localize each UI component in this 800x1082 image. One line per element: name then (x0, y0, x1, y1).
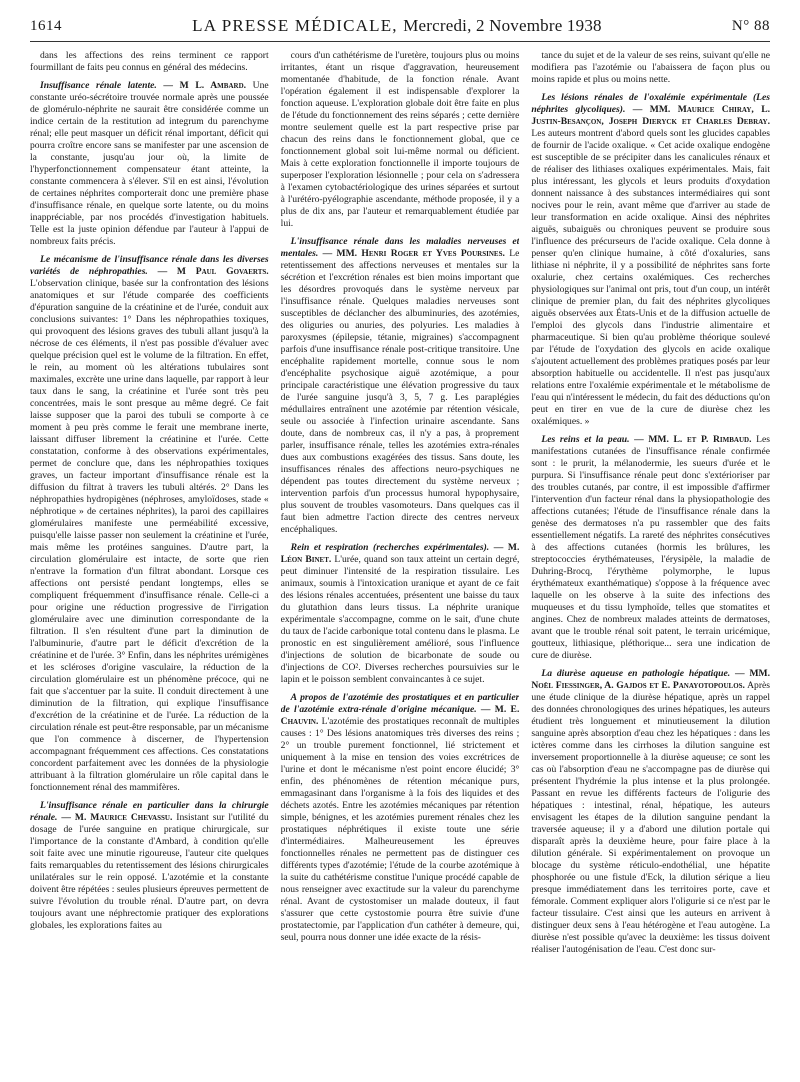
section-paragraph (30, 254, 269, 794)
section-paragraph (531, 92, 770, 428)
section-heading: Les lésions rénales de l'oxalémie expérimentale (Les néphrites glycoliques). (531, 92, 771, 115)
section-heading: Les reins et la peau. (541, 434, 630, 445)
section-paragraph (30, 80, 269, 248)
section-authors: — MM. Noël Fiessinger, A. Gajdos et E. Panayotopoulos. (531, 668, 771, 691)
section-diurese-hepatique (531, 668, 770, 956)
section-authors: — M. Léon Binet. (280, 542, 520, 565)
page-header (30, 12, 770, 40)
section-text: tance du sujet et de la valeur de ses reins, suivant qu'elle ne modifiera pas l'azotémie ou l'abaissera de façon plus ou moins rapide et plus ou moins nette. (531, 50, 771, 85)
section-paragraph (531, 668, 770, 956)
section-paragraph (281, 542, 520, 686)
section-continuation (281, 50, 520, 230)
section-text: Les manifestations cutanées de l'insuffisance rénale confirmée sont : le prurit, la mélanodermie, les sueurs d'urée et le purpura. Si l'insuffisance rénale peut donc s'extérioriser par des troubles cutanés, par contre, il est impossible d'affirmer l'intervention d'un facteur rénal dans la physiopathologie des affections cutanées; l'étude de l'insuffisance rénale dans la genèse des dermatoses n'a pu rassembler que des faits essentiellement négatifs. La rareté des néphrites consécutives à des affections cutanées (hormis les brûlures, les streptococcies érythémateuses, l'érysipèle, la maladie de Duhring-Brocq, l'érythème polymorphe, le lupus érythémateux exanthématique) s'oppose à la fréquence avec laquelle on les observe à la suite des infections des muqueuses et du tissu lymphoïde, telles que stomatites et angines. Chez de nombreux malades atteints de dermatoses, avant que le trouble rénal soit patent, le terrain uricémique, goutteux, lithiasique, pléthorique... sera une indication de cure de diurèse. (531, 434, 771, 661)
section-text: Insistant sur l'utilité du dosage de l'urée sanguine en pratique chirurgicale, sur l'importance de la constante d'Ambard, à condition qu'elle soit faite avec une minutie rigoureuse, l'auteur cite quelques faits remarquables du retentissement des lésions chirurgicales unilatérales sur le rein opposé. L'azotémie et la constante doivent être répétées : seules plusieurs épreuves permettent de suivre l'évolution du trouble rénal. D'autre part, on devra toujours avant une néphrectomie pratiquer des explorations globales, les explorations faites au (30, 812, 269, 931)
section-text: L'azotémie des prostatiques reconnaît de multiples causes : 1° Des lésions anatomiques très diverses des reins ; 2° un trouble purement fonctionnel, lié strictement et uniquement à la mise en tension des voies excrétrices de l'urine et dont le mécanisme n'est point encore élucidé; 3° enfin, des phénomènes de rétention mécanique purs, emmagasinant dans l'organisme à la fois des liquides et des déchets azotés. Entre les azotémies mécaniques par rétention simple, bénignes, et les azotémies purement rénales chez les prostatiques néphrétiques il existe toute une série d'intermédiaires. Malheureusement les épreuves fonctionnelles rénales ne permettent pas de distinguer ces différents types d'azotémie; l'étude de la courbe azotémique à la suite du cathétérisme constitue l'unique procédé capable de nous renseigner avec exactitude sur la valeur du parenchyme rénal. Avant de cystostomiser un malade douteux, il faut s'assurer que cette cystostomie pourra être suivie d'une prostatectomie, par l'application d'un cathéter à demeure, qui, seul, pourra nous donner une idée exacte de la résis- (280, 716, 520, 943)
section-paragraph (281, 236, 520, 536)
section-continuation (531, 50, 770, 86)
section-mecanisme (30, 254, 269, 794)
section-authors: — M L. Ambard. (163, 80, 247, 91)
section-paragraph (281, 692, 520, 944)
section-heading: L'insuffisance rénale dans les maladies nerveuses et mentales. (280, 236, 520, 259)
header-rule (30, 41, 770, 42)
section-insuffisance-latente (30, 80, 269, 248)
section-text: dans les affections des reins terminent ce rapport fourmillant de faits peu connus en général des médecins. (30, 50, 269, 73)
section-text: L'urée, quand son taux atteint un certain degré, peut diminuer l'intensité de la respiration tissulaire. Les animaux, soumis à l'intoxication uranique et ayant de ce fait des lésions rénales accentuées, présentent une baisse du taux du glutathion dans leurs tissus. La néphrite uranique expérimentale s'accompagne, comme on le sait, d'une chute du taux de l'acide carbonique total contenu dans le plasma. Le pronostic en est singulièrement amélioré, sous l'influence d'injections de solution de bicarbonate de soude ou d'injections de CO². Diverses recherches poursuivies sur le lapin et le poisson semblent convaincantes à ce sujet. (280, 554, 520, 685)
section-heading: La diurèse aqueuse en pathologie hépatique. (541, 668, 731, 679)
section-oxalemie (531, 92, 770, 428)
section-text: Les auteurs montrent d'abord quels sont les glucides capables de fournir de l'acide oxalique. « Cet acide oxalique endogène est susceptible de se précipiter dans les canalicules rénaux et de réaliser des lithiases oxaliques expérimentales. Mais, fait plus intéressant, les glycols et leurs produits d'oxydation donnent naissance à des substances intermédiaires qui sont nocives pour le rein, avant même que d'arriver au stade de leur transformation en acide oxalique. Ainsi des néphrites aiguës, subaiguës ou chroniques peuvent se produire sous l'influence des précurseurs de l'acide oxalique. Cela donne à penser qu'en clinique humaine, à côté d'oxaluries, sans lithiase ni néphrite, il y a possibilité de néphrites sans forte oxalurie, chez certains oxalémiques. Ces recherches physiologiques sur l'animal ont pris, tout d'un coup, un intérêt clinique de premier plan, du fait des néphrites glycoliques aiguës observées aux États-Unis et de la diffusion actuelle de l'emploi des glycols dans l'industrie alimentaire et pharmaceutique. Si bien qu'au problème théorique soulevé par l'étude de l'oxydation des glycols en acide oxalique s'ajoutent actuellement des problèmes pratiques posés par leur absorption habituelle ou accidentelle. Il n'est pas jusqu'aux relations entre l'oxalémie expérimentale et le métabolisme de l'eau qui n'intéressent le médecin, du fait des déductions qu'on peut en tirer en vue de la cure de diurèse chez les oxalémiques. » (531, 128, 771, 427)
section-heading: Insuffisance rénale latente. (40, 80, 157, 91)
section-text: Le retentissement des affections nerveuses et mentales sur la sécrétion et l'excrétion rénales est bien moins important que les désordres provoqués dans le système nerveux par l'insuffisance rénale. Quelques maladies nerveuses sont susceptibles de déclancher des albuminuries, des azotémies, des oliguries ou anuries, des polyuries. Les maladies à paroxysmes (épilepsie, tétanie, migraines) s'accompagnent parfois d'une insuffisance rénale post-critique transitoire. Une encéphalite rapidement mortelle, connue sous le nom d'encéphalite psychosique aiguë azotémique, a pour principale caractéristique une élévation progressive du taux de l'urée sanguine jusqu'à 3, 5, 7 g. Les paraplégies médullaires entraînent une azotémie par rétention vésicale, seule ou associée à l'infection urinaire ascendante. Sans doute, dans de nombreux cas, il n'y a pas, à proprement parler, insuffisance rénale, telles les azotémies extra-rénales dues aux combustions exagérées des tissus. Sans doute, les insuffisances rénales des affections neuro-psychiques ne dépendent pas toutes directement du système nerveux ; intervention parfois d'un processus humoral hypophysaire, plus souvent de troubles vasomoteurs. Dans quelques cas il faut bien admettre l'action directe des centres nerveux encéphaliques. (280, 248, 520, 535)
section-heading: A propos de l'azotémie des prostatiques et en particulier de l'azotémie extra-rénale d'origine mécanique. (280, 692, 520, 715)
page-number: 1614 (30, 17, 62, 34)
section-heading: Rein et respiration (recherches expérimentales). (290, 542, 490, 553)
section-reins-peau (531, 434, 770, 662)
section-heading: L'insuffisance rénale en particulier dans la chirurgie rénale. (30, 800, 269, 823)
journal-title-line (192, 16, 602, 36)
section-authors: — MM. L. et P. Rimbaud. (634, 434, 752, 445)
issue-date: Mercredi, 2 Novembre 1938 (403, 16, 602, 35)
section-authors: — MM. Maurice Chiray, L. Justin-Besançon, Joseph Dieryck et Charles Debray. (531, 104, 771, 127)
section-maladies-nerveuses (281, 236, 520, 536)
section-paragraph (30, 800, 269, 932)
article-columns (30, 50, 770, 1072)
journal-name: LA PRESSE MÉDICALE, (192, 16, 398, 35)
section-rein-respiration (281, 542, 520, 686)
section-text: Après une étude clinique de la diurèse hépatique, après un rappel des données chronologiques des urines hépatiques, les auteurs étudient très longuement et minutieusement la dilution sanguine après absorption d'eau chez les hépatiques : dans les ictères comme dans les cirrhoses la dilution sanguine est inversement proportionnelle à la diurèse aqueuse; ce sont les cas où l'absorption d'eau ne s'accompagne pas de diurèse qui présentent l'hydrémie la plus intense et la plus prolongée. Passant en revue les différents facteurs de l'oligurie des hépatiques : intestinal, rénal, hépatique, les auteurs envisagent les étapes de la dilution sanguine pendant la traversée aqueuse; il y a d'abord une dilution portale qui disparaît après la deuxième heure, pour faire place à la dilution générale. Si expérimentalement on provoque un blocage du système réticulo-endothélial, une hépatite phosphorée ou une fistule d'Eck, la dilution sérique a lieu presque immédiatement dans les territoires porte, cave et fémorale. Comment expliquer alors l'oligurie si ce n'est par le facteur tissulaire. C'est ainsi que les auteurs en arrivent à distinguer deux sens à l'eau hétérogène et l'eau autogène. La diurèse n'est possible qu'avec la deuxième: les tissus doivent réaliser l'autogénisation de l'eau. C'est donc sur- (531, 680, 771, 955)
column-2 (281, 50, 520, 1072)
section-authors: — M Paul Govaerts. (157, 266, 269, 277)
section-text: Une constante uréo-sécrétoire trouvée normale après une poussée de glomérulo-néphrite ne saurait être considérée comme un indice certain de la restitution ad integrum du parenchyme rénal; elle peut masquer un déficit rénal important, déficit qui pourra croître encore sans se manifester par une ascension de la constante, jusqu'au jour où, la limite de l'hyperfonctionnement compensateur étant atteinte, la constante commencera à s'élever. S'il en est ainsi, l'évolution de certaines néphrites comporterait donc une première phase d'insuffisance rénale, en quelque sorte latente, ou du moins inappréciable, par nos procédés d'investigation habituels. Telle est la juste opinion défendue par l'auteur à l'appui de nombreux faits précis. (30, 80, 269, 247)
section-continuation (30, 50, 269, 74)
section-text: L'observation clinique, basée sur la confrontation des lésions anatomiques et sur l'étude comparée des coefficients d'épuration sanguine de la créatinine et de l'urée, conduit aux conclusions suivantes: 1° Dans les néphropathies toxiques, qui provoquent des lésions graves des tubuli allant jusqu'à la nécrose de ces éléments, il n'est pas possible d'évaluer avec quelque précision quel est le volume de la filtration. En effet, le rein, au moment où les altérations tubulaires sont maximales, excrète une urine dans laquelle, par rapport à leur taux dans le sang, la créatinine et l'urée sont très peu concentrées, mais le sont presque au même degré. Ce fait laisse supposer que la paroi des tubuli se comporte à ce moment à peu près comme le ferait une membrane inerte, laissant diffuser librement la créatinine et l'urée. Cette constatation, conforme à des observations expérimentales, permet de conclure que, dans les néphropathies toxiques graves, un facteur important d'insuffisance rénale est la diffusion du filtrat à travers les tubuli altérés. 2° Dans les néphropathies hydropigènes (néphroses, amyloïdoses, stade « néphrotique » de certaines néphrites), la paroi des capillaires glomérulaires manifeste une perméabilité excessive, puisqu'elle laisse passer non seulement la créatinine et l'urée, mais même les protéines sanguines. D'autre part, la circulation glomérulaire est intacte, de sorte que rien n'entrave la formation d'un filtrat abondant. Lorsque ces affections ont persisté pendant longtemps, elles se compliquent fréquemment d'insuffisance rénale. Celle-ci a pour origine une réduction progressive de l'irrigation glomérulaire avec une diminution correspondante de la filtration. Il s'en résultent d'une part la diminution de l'albuminurie, d'autre part le déficit d'excrétion de la créatinine et de l'urée. 3° Enfin, dans les néphrites urémigènes et les scléroses d'origine vasculaire, la réduction de la circulation glomérulaire est un phénomène précoce, qui ne fait que s'accentuer par la suite. Il conduit directement à une diminution de la filtration, qui explique l'insuffisance d'excrétion de la créatinine et de l'urée. La réduction de la circulation rénale est peut-être responsable, par un mécanisme que l'on commence à discerner, de l'hypertension accompagnant fréquemment ces affections. Ces constatations concordent parfaitement avec les données de la physiologie attribuant à la filtration glomérulaire un rôle capital dans le fonctionnement rénal des mammifères. (30, 278, 269, 793)
column-3 (531, 50, 770, 1072)
section-authors: — MM. Henri Roger et Yves Poursines. (322, 248, 505, 259)
column-1 (30, 50, 269, 1072)
issue-number: N° 88 (731, 17, 770, 34)
section-azotemie-prostatiques (281, 692, 520, 944)
section-authors: — M. Maurice Chevassu. (61, 812, 173, 823)
section-text: cours d'un cathétérisme de l'uretère, toujours plus ou moins irritantes, étant un risque d'aggravation, heureusement momentanée d'habitude, de la fonction rénale. Avant l'opération également il est indispensable d'explorer la fonction aqueuse. L'exploration globale doit être faite en plus de l'étude du fonctionnement des reins séparés ; cette dernière montre seulement quelle est la part respective prise par chacun des reins dans le fonctionnement global, que ce fonctionnement global soit lui-même normal ou déficient. Mais à cette exploration fonctionnelle il importe toujours de superposer l'exploration lésionnelle ; pour cela on s'adressera à l'examen cytobactériologique des urines séparées et surtout à l'urétéro-pyélographie ascendante, méthode proposée, il y a plus de dix ans, par l'auteur et remarquablement étudiée par lui. (280, 50, 520, 229)
section-paragraph (531, 434, 770, 662)
section-heading: Le mécanisme de l'insuffisance rénale dans les diverses variétés de néphropathies. (30, 254, 269, 277)
section-chirurgie-renale (30, 800, 269, 932)
section-authors: — M. E. Chauvin. (280, 704, 520, 727)
